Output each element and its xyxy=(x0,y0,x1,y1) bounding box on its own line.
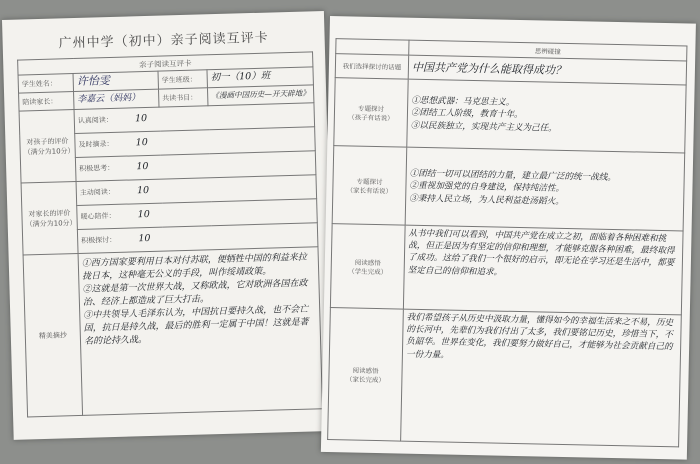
parent-point: ③秉持人民立场，为人民利益赴汤蹈火。 xyxy=(409,193,564,207)
student-feeling-text: 从书中我们可以看到，中国共产党在成立之初，面临着各种困难和挑战，但正是因为有坚定的信仰和理想，才能够克服各种困难，最终取得了成功。这给了我们一个很好的启示，即无论在学习还是生活中，都要坚定自己的信仰和追求。 xyxy=(403,225,683,315)
excerpt-item: ①西方国家要利用日本对付苏联，便牺牲中国的利益来拉拢日本，这种毫无公义的手段，叫作绥靖政策。 xyxy=(81,252,307,282)
parent-discuss-label: 专题探讨 （家长有话说） xyxy=(332,146,407,226)
excerpt-label: 精美摘抄 xyxy=(23,253,83,416)
child-point: ②团结工人阶级，教育十年。 xyxy=(410,108,523,121)
parent-eval-label: 对家长的评价 （满分为10分） xyxy=(21,181,78,255)
parent-eval-item-label: 暖心陪伴： xyxy=(80,212,116,221)
child-point: ①思想武器：马克思主义。 xyxy=(411,95,515,109)
topic-value: 中国共产党为什么能取得成功？ xyxy=(408,55,686,85)
parent-eval-score: 10 xyxy=(137,209,150,221)
topic-label: 我们选择探讨的话题 xyxy=(335,54,408,80)
student-class-value: 初一（10）班 xyxy=(207,67,313,88)
card-title: 广州中学（初中）亲子阅读互评卡 xyxy=(58,30,269,52)
left-evaluation-card xyxy=(2,11,336,440)
discussion-table xyxy=(327,38,687,447)
evaluation-table xyxy=(17,51,323,417)
child-eval-score: 10 xyxy=(134,113,148,125)
parent-eval-score: 10 xyxy=(138,233,151,245)
child-eval-item-label: 积极思考： xyxy=(79,164,115,173)
parent-eval-score: 10 xyxy=(136,185,150,197)
child-points-cell xyxy=(407,79,686,153)
parent-points-cell xyxy=(405,147,685,231)
reader-label: 陪读家长： xyxy=(19,92,74,112)
right-discussion-card xyxy=(321,16,696,460)
parent-feeling-label: 阅读感悟 （家长完成） xyxy=(328,308,404,441)
student-class-label: 学生班级： xyxy=(158,70,207,89)
student-name-value: 许怡雯 xyxy=(73,71,158,91)
child-point: ③以民族独立，实现共产主义为己任。 xyxy=(410,120,557,134)
student-name-label: 学生姓名： xyxy=(18,74,73,94)
parent-eval-item-label: 积极探讨： xyxy=(81,235,117,245)
child-discuss-label: 专题探讨 （孩子有话说） xyxy=(334,78,408,148)
reader-value: 李嘉云（妈妈） xyxy=(74,89,159,109)
excerpt-cell xyxy=(78,247,322,416)
parent-point: ②重视加强党的自身建设，保持纯洁性。 xyxy=(409,181,565,195)
parent-feeling-text: 我们希望孩子从历史中汲取力量，懂得如今的幸福生活来之不易，历史的长河中，先辈们为我们付出了太多，我们要铭记历史，珍惜当下，不负韶华。世界在变化，我们要努力做好自己，才能够为社会贡献自己的一份力量。 xyxy=(401,309,682,447)
parent-eval-item-label: 主动阅读： xyxy=(79,188,115,197)
book-label: 共读书目： xyxy=(158,88,207,107)
child-eval-item-label: 及时摘录： xyxy=(78,140,114,150)
discussion-header: 思辨碰撞 xyxy=(409,40,687,61)
table-header: 亲子阅读互评卡 xyxy=(18,52,313,75)
parent-point: ①团结一切可以团结的力量，建立最广泛的统一战线。 xyxy=(409,168,617,184)
child-eval-score: 10 xyxy=(136,161,149,173)
excerpt-item: ②这就是第一次世界大战，又称欧战，它对欧洲各国在政治、经济上都造成了巨大打击。 xyxy=(82,278,308,308)
book-value: 《漫画中国历史—开天辟地》 xyxy=(207,85,313,106)
child-eval-item-label: 认真阅读： xyxy=(77,116,113,126)
child-eval-score: 10 xyxy=(135,137,148,149)
excerpt-item: ③中共领导人毛泽东认为，中国抗日要持久战，也不会亡国，抗日是持久战，最后的胜利一定属于中国！这就是著名的论持久战。 xyxy=(83,304,309,348)
student-feeling-label: 阅读感悟 （学生完成） xyxy=(330,224,405,310)
child-eval-label: 对孩子的评价 （满分为10分） xyxy=(19,110,76,184)
